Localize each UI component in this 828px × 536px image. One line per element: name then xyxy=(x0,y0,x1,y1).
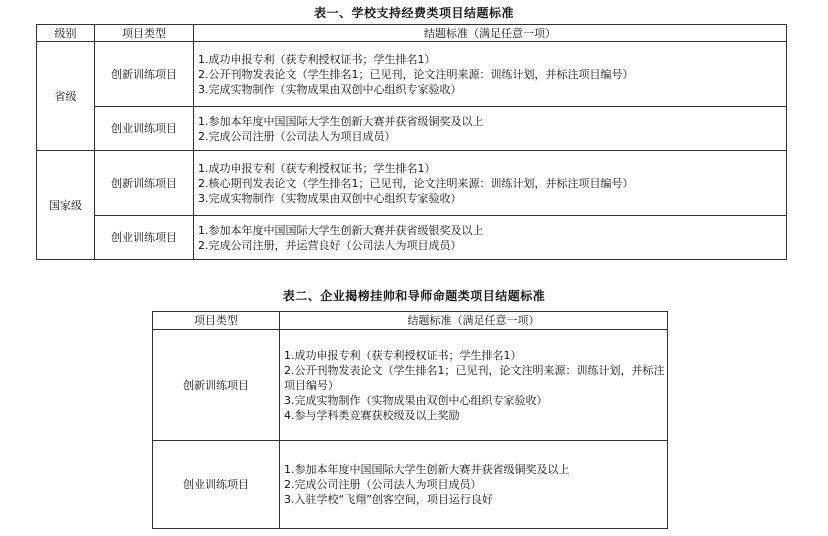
type-cell: 创新训练项目 xyxy=(95,151,194,216)
table-row xyxy=(37,107,787,151)
level-national: 国家级 xyxy=(37,151,95,260)
criteria-item: 3.入驻学校“飞翔”创客空间，项目运行良好 xyxy=(284,493,493,506)
criteria-item: 2.完成公司注册（公司法人为项目成员） xyxy=(284,478,482,491)
criteria-item: 1.参加本年度中国国际大学生创新大赛并获省级银奖及以上 xyxy=(198,223,484,237)
criteria-item: 1.参加本年度中国国际大学生创新大赛并获省级铜奖及以上 xyxy=(284,463,570,476)
type-cell: 创新训练项目 xyxy=(95,42,194,107)
criteria-item: 2.完成公司注册，并运营良好（公司法人为项目成员） xyxy=(198,238,462,252)
criteria-item: 3.完成实物制作（实物成果由双创中心组织专家验收） xyxy=(198,191,462,205)
table-row xyxy=(153,330,668,441)
criteria-item: 4.参与学科类竞赛获校级及以上奖励 xyxy=(284,408,460,422)
criteria-cell xyxy=(194,107,787,151)
table1 xyxy=(36,24,787,260)
criteria-cell xyxy=(194,151,787,216)
criteria-cell xyxy=(194,42,787,107)
criteria-item: 2.公开刊物发表论文（学生排名1；已见刊，论文注明来源：训练计划，并标注项目编号） xyxy=(198,67,634,81)
criteria-item: 2.完成公司注册（公司法人为项目成员） xyxy=(198,129,396,143)
table2-title: 表二、企业揭榜挂帅和导师命题类项目结题标准 xyxy=(282,289,546,303)
criteria-cell xyxy=(280,330,668,441)
criteria-cell xyxy=(194,216,787,260)
header-type: 项目类型 xyxy=(95,25,194,42)
criteria-item: 1.成功申报专利（获专利授权证书；学生排名1） xyxy=(284,348,522,362)
table-row xyxy=(37,42,787,107)
table2-header-row xyxy=(153,312,668,330)
header-type: 项目类型 xyxy=(153,312,280,330)
criteria-item: 3.完成实物制作（实物成果由双创中心组织专家验收） xyxy=(198,82,462,96)
type-cell: 创业训练项目 xyxy=(95,216,194,260)
table-row xyxy=(37,151,787,216)
type-cell: 创业训练项目 xyxy=(95,107,194,151)
table2 xyxy=(152,311,668,529)
level-provincial: 省级 xyxy=(37,42,95,151)
criteria-item: 2.核心期刊发表论文（学生排名1；已见刊，论文注明来源：训练计划，并标注项目编号） xyxy=(198,176,634,190)
table1-header-row xyxy=(37,25,787,42)
criteria-item: 1.成功申报专利（获专利授权证书；学生排名1） xyxy=(198,52,436,66)
criteria-item: 1.参加本年度中国国际大学生创新大赛并获省级铜奖及以上 xyxy=(198,114,484,128)
criteria-cell xyxy=(280,441,668,529)
type-cell: 创新训练项目 xyxy=(153,330,280,441)
criteria-item: 3.完成实物制作（实物成果由双创中心组织专家验收） xyxy=(284,393,548,407)
header-level: 级别 xyxy=(37,25,95,42)
table-row xyxy=(37,216,787,260)
header-criteria: 结题标准（满足任意一项） xyxy=(194,25,787,42)
type-cell: 创业训练项目 xyxy=(153,441,280,529)
criteria-item: 1.成功申报专利（获专利授权证书；学生排名1） xyxy=(198,161,436,175)
table1-title: 表一、学校支持经费类项目结题标准 xyxy=(313,6,514,20)
header-criteria: 结题标准（满足任意一项） xyxy=(280,312,668,330)
table-row xyxy=(153,441,668,529)
criteria-item: 2.公开刊物发表论文（学生排名1；已见刊，论文注明来源：训练计划，并标注项目编号） xyxy=(284,363,665,392)
